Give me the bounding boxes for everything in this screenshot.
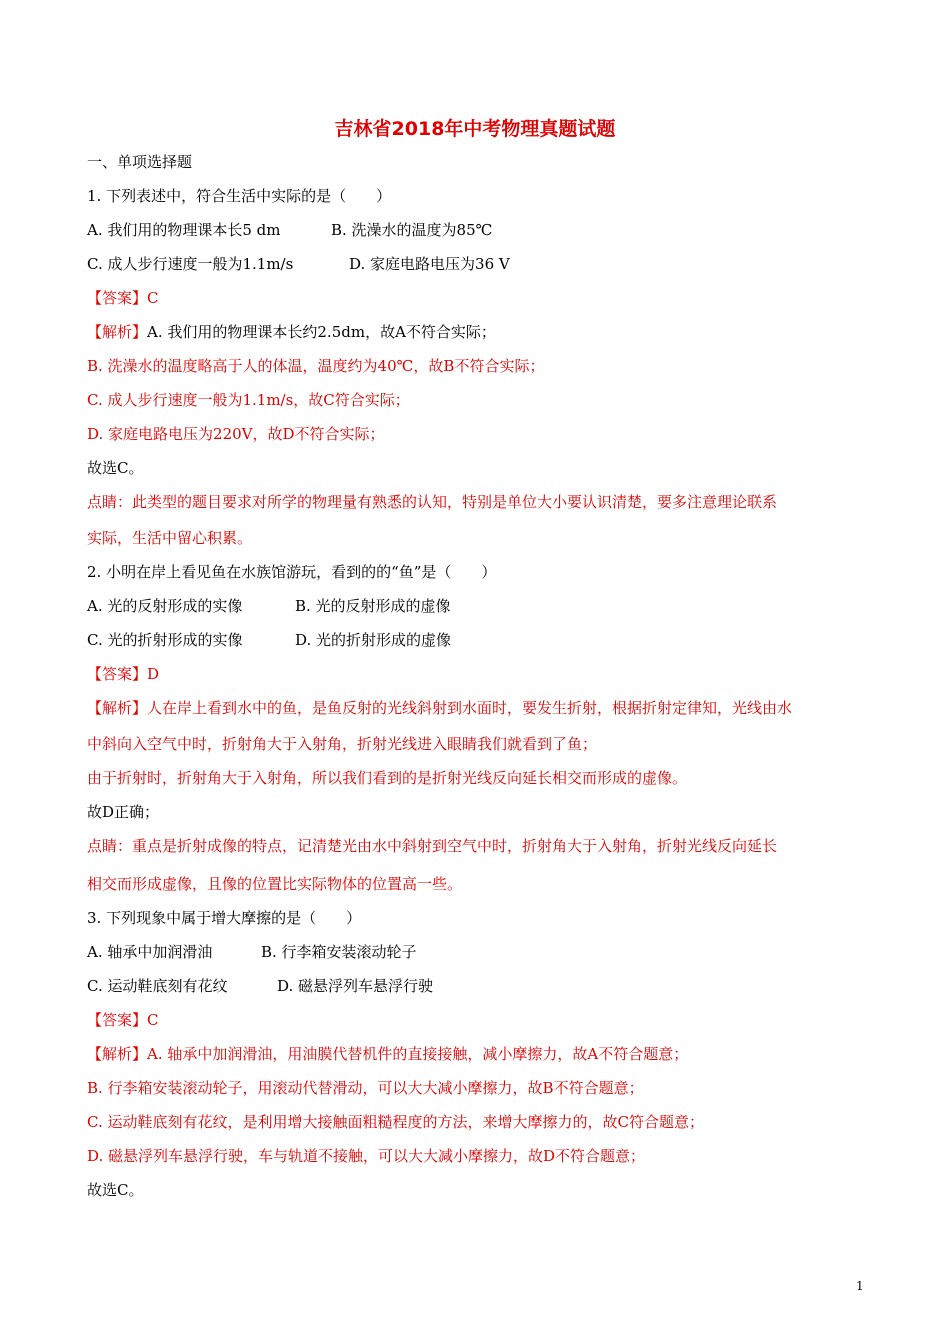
question-1-option-c: C. 成人步行速度一般为1.1m/s [87,255,294,273]
analysis-text: 人在岸上看到水中的鱼，是鱼反射的光线斜射到水面时，要发生折射，根据折射定律知，光线由水 [147,699,793,717]
question-2-option-c: C. 光的折射形成的实像 [87,631,243,649]
question-1-options-row-1 [87,220,877,240]
question-3-option-d: D. 磁悬浮列车悬浮行驶 [277,977,434,995]
question-2-option-b: B. 光的反射形成的虚像 [295,597,451,615]
analysis-text: A. 轴承中加润滑油，用油膜代替机件的直接接触，减小摩擦力，故A不符合题意； [147,1045,689,1063]
question-2-analysis-line-3: 由于折射时，折射角大于入射角，所以我们看到的是折射光线反向延长相交而形成的虚像。 [87,769,688,787]
question-3-options-row-1 [87,942,877,962]
question-3-option-c: C. 运动鞋底刻有花纹 [87,977,228,995]
question-1-analysis-line-3: C. 成人步行速度一般为1.1m/s，故C符合实际； [87,391,410,409]
question-3-options-row-2 [87,976,877,996]
answer-value: C [147,1011,159,1029]
analysis-label: 【解析】 [87,699,148,717]
question-2-tip-line-1: 点睛：重点是折射成像的特点，记清楚光由水中斜射到空气中时，折射角大于入射角，折射光线反向延长 [87,837,778,855]
question-1-option-d: D. 家庭电路电压为36 V [349,255,510,273]
question-2-tip-line-2: 相交而形成虚像，且像的位置比实际物体的位置高一些。 [87,875,463,893]
question-1-answer [87,288,877,308]
question-2-options-row-1 [87,596,877,616]
question-1-tip-line-2: 实际，生活中留心积累。 [87,529,253,547]
page-title: 吉林省2018年中考物理真题试题 [334,118,616,140]
question-3-stem: 3. 下列现象中属于增大摩擦的是（ ） [87,909,362,927]
question-1-options-row-2 [87,254,877,274]
question-3-analysis-line-4: D. 磁悬浮列车悬浮行驶，车与轨道不接触，可以大大减小摩擦力，故D不符合题意； [87,1147,646,1165]
analysis-text: A. 我们用的物理课本长约2.5dm，故A不符合实际； [147,323,496,341]
question-1-option-a: A. 我们用的物理课本长5 dm [87,221,281,239]
analysis-label: 【解析】 [87,1045,148,1063]
answer-value: D [147,665,160,683]
question-1-stem: 1. 下列表述中，符合生活中实际的是（ ） [87,187,392,205]
question-2-analysis-line-2: 中斜向入空气中时，折射角大于入射角，折射光线进入眼睛我们就看到了鱼； [87,735,598,753]
question-1-conclusion: 故选C。 [87,459,144,477]
answer-value: C [147,289,159,307]
question-1-analysis-line-4: D. 家庭电路电压为220V，故D不符合实际； [87,425,385,443]
question-2-stem: 2. 小明在岸上看见鱼在水族馆游玩，看到的的“鱼”是（ ） [87,563,497,581]
answer-label: 【答案】 [87,665,148,683]
question-3-analysis-line-2: B. 行李箱安装滚动轮子，用滚动代替滑动，可以大大减小摩擦力，故B不符合题意； [87,1079,644,1097]
analysis-label: 【解析】 [87,323,148,341]
question-3-conclusion: 故选C。 [87,1181,144,1199]
question-3-answer [87,1010,877,1030]
question-2-analysis-line-1 [87,698,877,718]
question-2-option-a: A. 光的反射形成的实像 [87,597,243,615]
question-1-tip-line-1: 点睛：此类型的题目要求对所学的物理量有熟悉的认知，特别是单位大小要认识清楚，要多注意理论联系 [87,493,778,511]
page-number: 1 [856,1279,864,1293]
question-3-analysis-line-1 [87,1044,877,1064]
answer-label: 【答案】 [87,1011,148,1029]
question-1-analysis-line-2: B. 洗澡水的温度略高于人的体温，温度约为40℃，故B不符合实际； [87,357,545,375]
question-2-option-d: D. 光的折射形成的虚像 [295,631,452,649]
question-3-option-b: B. 行李箱安装滚动轮子 [261,943,417,961]
section-heading: 一、单项选择题 [87,153,193,171]
question-3-option-a: A. 轴承中加润滑油 [87,943,213,961]
question-2-options-row-2 [87,630,877,650]
question-1-option-b: B. 洗澡水的温度为85℃ [331,221,493,239]
question-2-conclusion: 故D正确； [87,803,160,821]
question-2-answer [87,664,877,684]
question-3-analysis-line-3: C. 运动鞋底刻有花纹，是利用增大接触面粗糙程度的方法，来增大摩擦力的，故C符合题意； [87,1113,704,1131]
question-1-analysis-line-1 [87,322,877,342]
answer-label: 【答案】 [87,289,148,307]
